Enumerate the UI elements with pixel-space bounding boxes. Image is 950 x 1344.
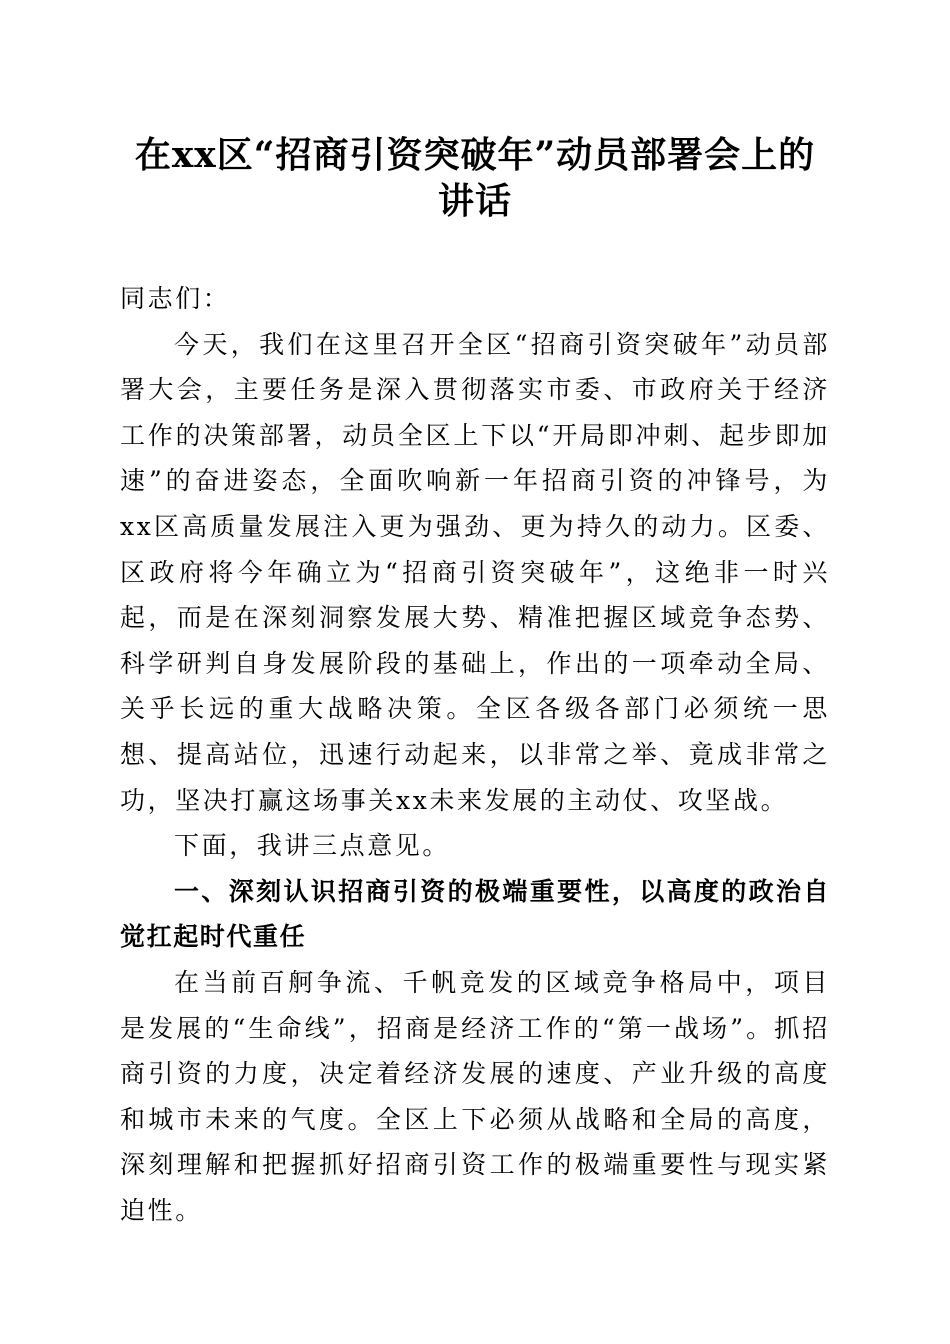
paragraph-opening: 今天，我们在这里召开全区“招商引资突破年”动员部署大会，主要任务是深入贯彻落实市委、市政府关于经济工作的决策部署，动员全区上下以“开局即冲刺、起步即加速”的奋进姿态，全面吹响新一年招商引资的冲锋号，为xx区高质量发展注入更为强劲、更为持久的动力。区委、区政府将今年确立为“招商引资突破年”，这绝非一时兴起，而是在深刻洞察发展大势、精准把握区域竞争态势、科学研判自身发展阶段的基础上，作出的一项牵动全局、关乎长远的重大战略决策。全区各级各部门必须统一思想、提高站位，迅速行动起来，以非常之举、竟成非常之功，坚决打赢这场事关xx未来发展的主动仗、攻坚战。 <box>120 329 830 815</box>
paragraph-transition: 下面，我讲三点意见。 <box>174 831 451 861</box>
section-1-paragraph: 在当前百舸争流、千帆竞发的区域竞争格局中，项目是发展的“生命线”，招商是经济工作的“第一战场”。抓招商引资的力度，决定着经济发展的速度、产业升级的高度和城市未来的气度。全区上下必须从战略和全局的高度，深刻理解和把握抓好招商引资工作的极端重要性与现实紧迫性。 <box>120 967 830 1225</box>
title-line-1: 在xx区“招商引资突破年”动员部署会上的 <box>134 134 816 176</box>
title-line-2: 讲话 <box>437 180 512 222</box>
document-body <box>120 276 830 1233</box>
document-title <box>100 132 850 224</box>
section-1-heading: 一、深刻认识招商引资的极端重要性，以高度的政治自觉扛起时代重任 <box>120 876 830 952</box>
salutation: 同志们： <box>120 284 231 313</box>
